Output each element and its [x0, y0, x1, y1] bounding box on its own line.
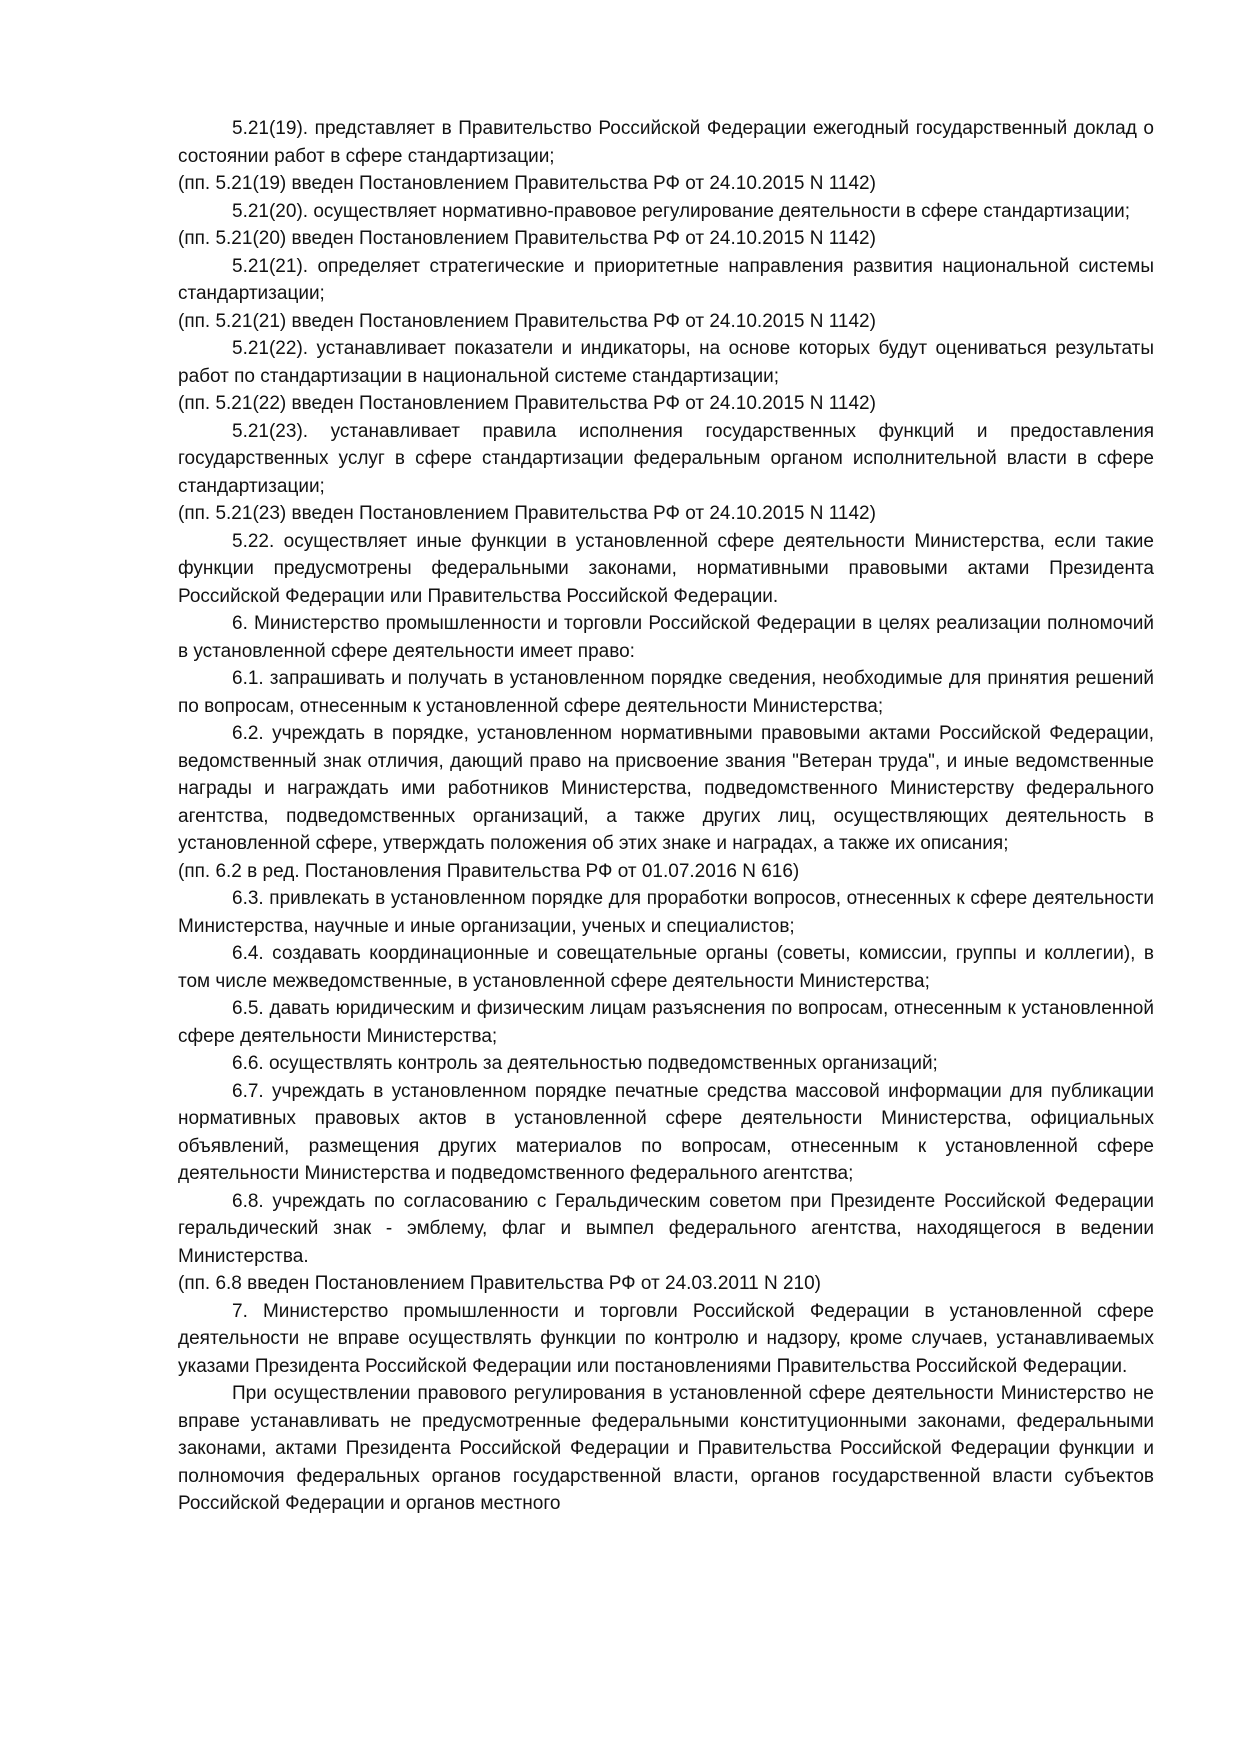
- paragraph-6-5: 6.5. давать юридическим и физическим лицам разъяснения по вопросам, отнесенным к установленной сфере деятельности Министерства;: [178, 998, 1154, 1047]
- amendment-note: (пп. 5.21(20) введен Постановлением Правительства РФ от 24.10.2015 N 1142): [178, 228, 876, 249]
- amendment-note: (пп. 6.8 введен Постановлением Правительства РФ от 24.03.2011 N 210): [178, 1273, 822, 1294]
- paragraph-6-4: 6.4. создавать координационные и совещательные органы (советы, комиссии, группы и коллегии), в том числе межведомственные, в установленной сфере деятельности Министерства;: [178, 943, 1154, 992]
- paragraph-7-continued: При осуществлении правового регулирования в установленной сфере деятельности Министерство не вправе устанавливать не предусмотренные федеральными конституционными законами, федеральными законами, актами Президента Российской Федерации и Правительства Российской Федерации функции и полномочия федеральных органов государственной власти, органов государственной власти субъектов Российской Федерации и органов местного: [178, 1383, 1154, 1514]
- paragraph-6-7: 6.7. учреждать в установленном порядке печатные средства массовой информации для публикации нормативных правовых актов в установленной сфере деятельности Министерства, официальных объявлений, размещения других материалов по вопросам, отнесенным к установленной сфере деятельности Министерства и подведомственного федерального агентства;: [178, 1080, 1154, 1184]
- paragraph-5-21-19: 5.21(19). представляет в Правительство Российской Федерации ежегодный государственный доклад о состоянии работ в сфере стандартизации;: [178, 118, 1154, 167]
- amendment-note: (пп. 6.2 в ред. Постановления Правительства РФ от 01.07.2016 N 616): [178, 860, 800, 882]
- document-page: [178, 115, 1154, 1518]
- amendment-note: (пп. 5.21(23) введен Постановлением Правительства РФ от 24.10.2015 N 1142): [178, 503, 876, 524]
- paragraph-7: 7. Министерство промышленности и торговли Российской Федерации в установленной сфере деятельности не вправе осуществлять функции по контролю и надзору, кроме случаев, устанавливаемых указами Президента Российской Федерации или постановлениями Правительства Российской Федерации.: [178, 1300, 1154, 1377]
- paragraph-6-6: 6.6. осуществлять контроль за деятельностью подведомственных организаций;: [232, 1053, 938, 1074]
- amendment-note: (пп. 5.21(22) введен Постановлением Правительства РФ от 24.10.2015 N 1142): [178, 393, 876, 414]
- paragraph-6-8: 6.8. учреждать по согласованию с Геральдическим советом при Президенте Российской Федерации геральдический знак - эмблему, флаг и вымпел федерального агентства, находящегося в ведении Министерства.: [178, 1190, 1154, 1267]
- paragraph-5-21-22: 5.21(22). устанавливает показатели и индикаторы, на основе которых будут оцениваться результаты работ по стандартизации в национальной системе стандартизации;: [178, 338, 1154, 387]
- paragraph-5-21-21: 5.21(21). определяет стратегические и приоритетные направления развития национальной системы стандартизации;: [178, 255, 1154, 304]
- paragraph-6-2: 6.2. учреждать в порядке, установленном нормативными правовыми актами Российской Федерации, ведомственный знак отличия, дающий право на присвоение звания "Ветеран труда", и иные ведомственные награды и награждать ими работников Министерства, подведомственного Министерству федерального агентства, подведомственных организаций, а также других лиц, осуществляющих деятельность в установленной сфере, утверждать положения об этих знаке и наградах, а также их описания;: [178, 723, 1154, 854]
- amendment-note: (пп. 5.21(21) введен Постановлением Правительства РФ от 24.10.2015 N 1142): [178, 310, 876, 332]
- paragraph-6-1: 6.1. запрашивать и получать в установленном порядке сведения, необходимые для принятия решений по вопросам, отнесенным к установленной сфере деятельности Министерства;: [178, 668, 1154, 717]
- paragraph-6: 6. Министерство промышленности и торговли Российской Федерации в целях реализации полномочий в установленной сфере деятельности имеет право:: [178, 613, 1154, 662]
- paragraph-5-21-23: 5.21(23). устанавливает правила исполнения государственных функций и предоставления государственных услуг в сфере стандартизации федеральным органом исполнительной власти в сфере стандартизации;: [178, 420, 1154, 497]
- paragraph-5-21-20: 5.21(20). осуществляет нормативно-правовое регулирование деятельности в сфере стандартизации;: [232, 200, 1131, 222]
- amendment-note: (пп. 5.21(19) введен Постановлением Правительства РФ от 24.10.2015 N 1142): [178, 173, 876, 194]
- paragraph-5-22: 5.22. осуществляет иные функции в установленной сфере деятельности Министерства, если такие функции предусмотрены федеральными законами, нормативными правовыми актами Президента Российской Федерации или Правительства Российской Федерации.: [178, 530, 1154, 607]
- paragraph-6-3: 6.3. привлекать в установленном порядке для проработки вопросов, отнесенных к сфере деятельности Министерства, научные и иные организации, ученых и специалистов;: [178, 888, 1154, 937]
